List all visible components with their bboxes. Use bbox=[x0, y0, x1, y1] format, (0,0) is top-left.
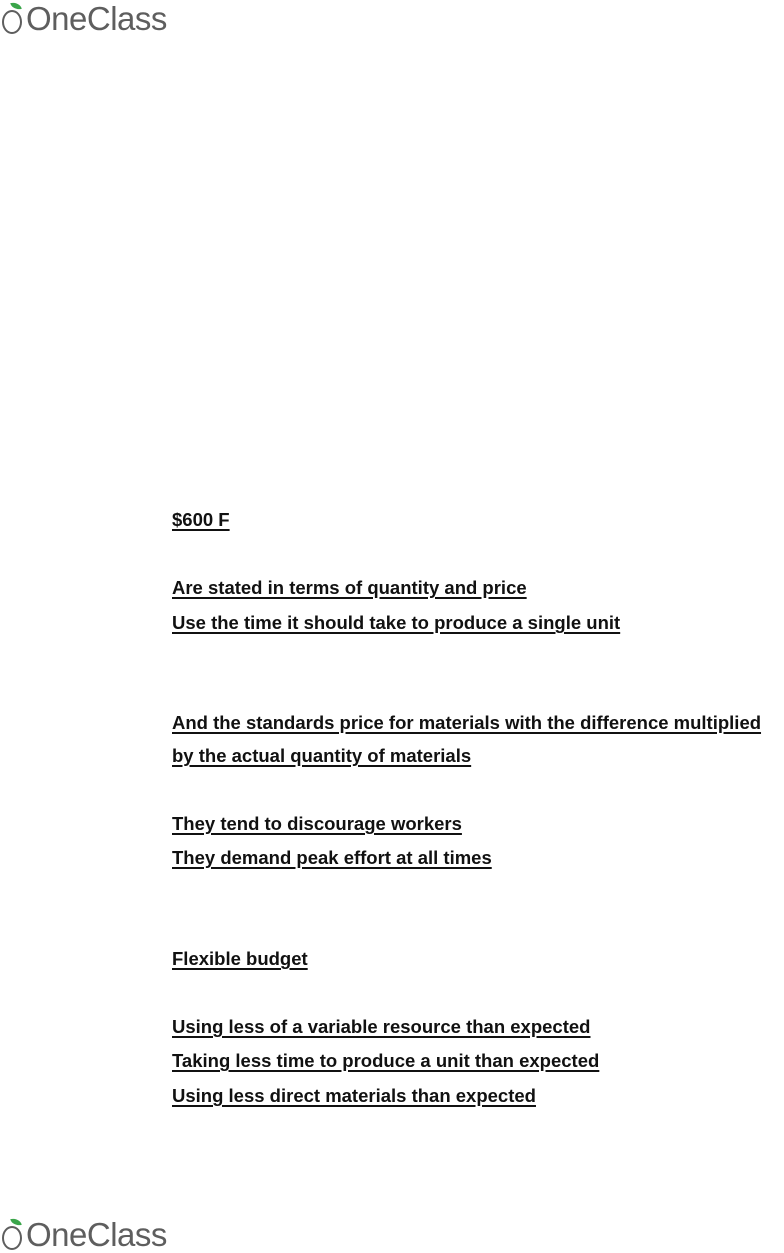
answer-line-11: Using less direct materials than expected bbox=[172, 1085, 536, 1106]
logo-text: OneClass bbox=[26, 1216, 167, 1253]
oneclass-leaf-icon bbox=[2, 1218, 30, 1252]
oneclass-leaf-icon bbox=[2, 2, 30, 36]
answer-line-2: Are stated in terms of quantity and price bbox=[172, 577, 527, 598]
answer-line-9: Using less of a variable resource than expected bbox=[172, 1016, 591, 1037]
answer-line-10: Taking less time to produce a unit than expected bbox=[172, 1050, 600, 1071]
answer-line-3: Use the time it should take to produce a single unit bbox=[172, 612, 621, 633]
answer-line-5: by the actual quantity of materials bbox=[172, 745, 472, 766]
answer-line-4: And the standards price for materials with the difference multiplied bbox=[172, 712, 762, 733]
logo-text: OneClass bbox=[26, 0, 167, 37]
answer-line-1: $600 F bbox=[172, 509, 230, 530]
oneclass-logo-bottom bbox=[2, 1216, 167, 1252]
answer-line-8: Flexible budget bbox=[172, 948, 308, 969]
answer-line-7: They demand peak effort at all times bbox=[172, 847, 492, 868]
oneclass-logo-top bbox=[2, 0, 167, 36]
answer-line-6: They tend to discourage workers bbox=[172, 813, 462, 834]
